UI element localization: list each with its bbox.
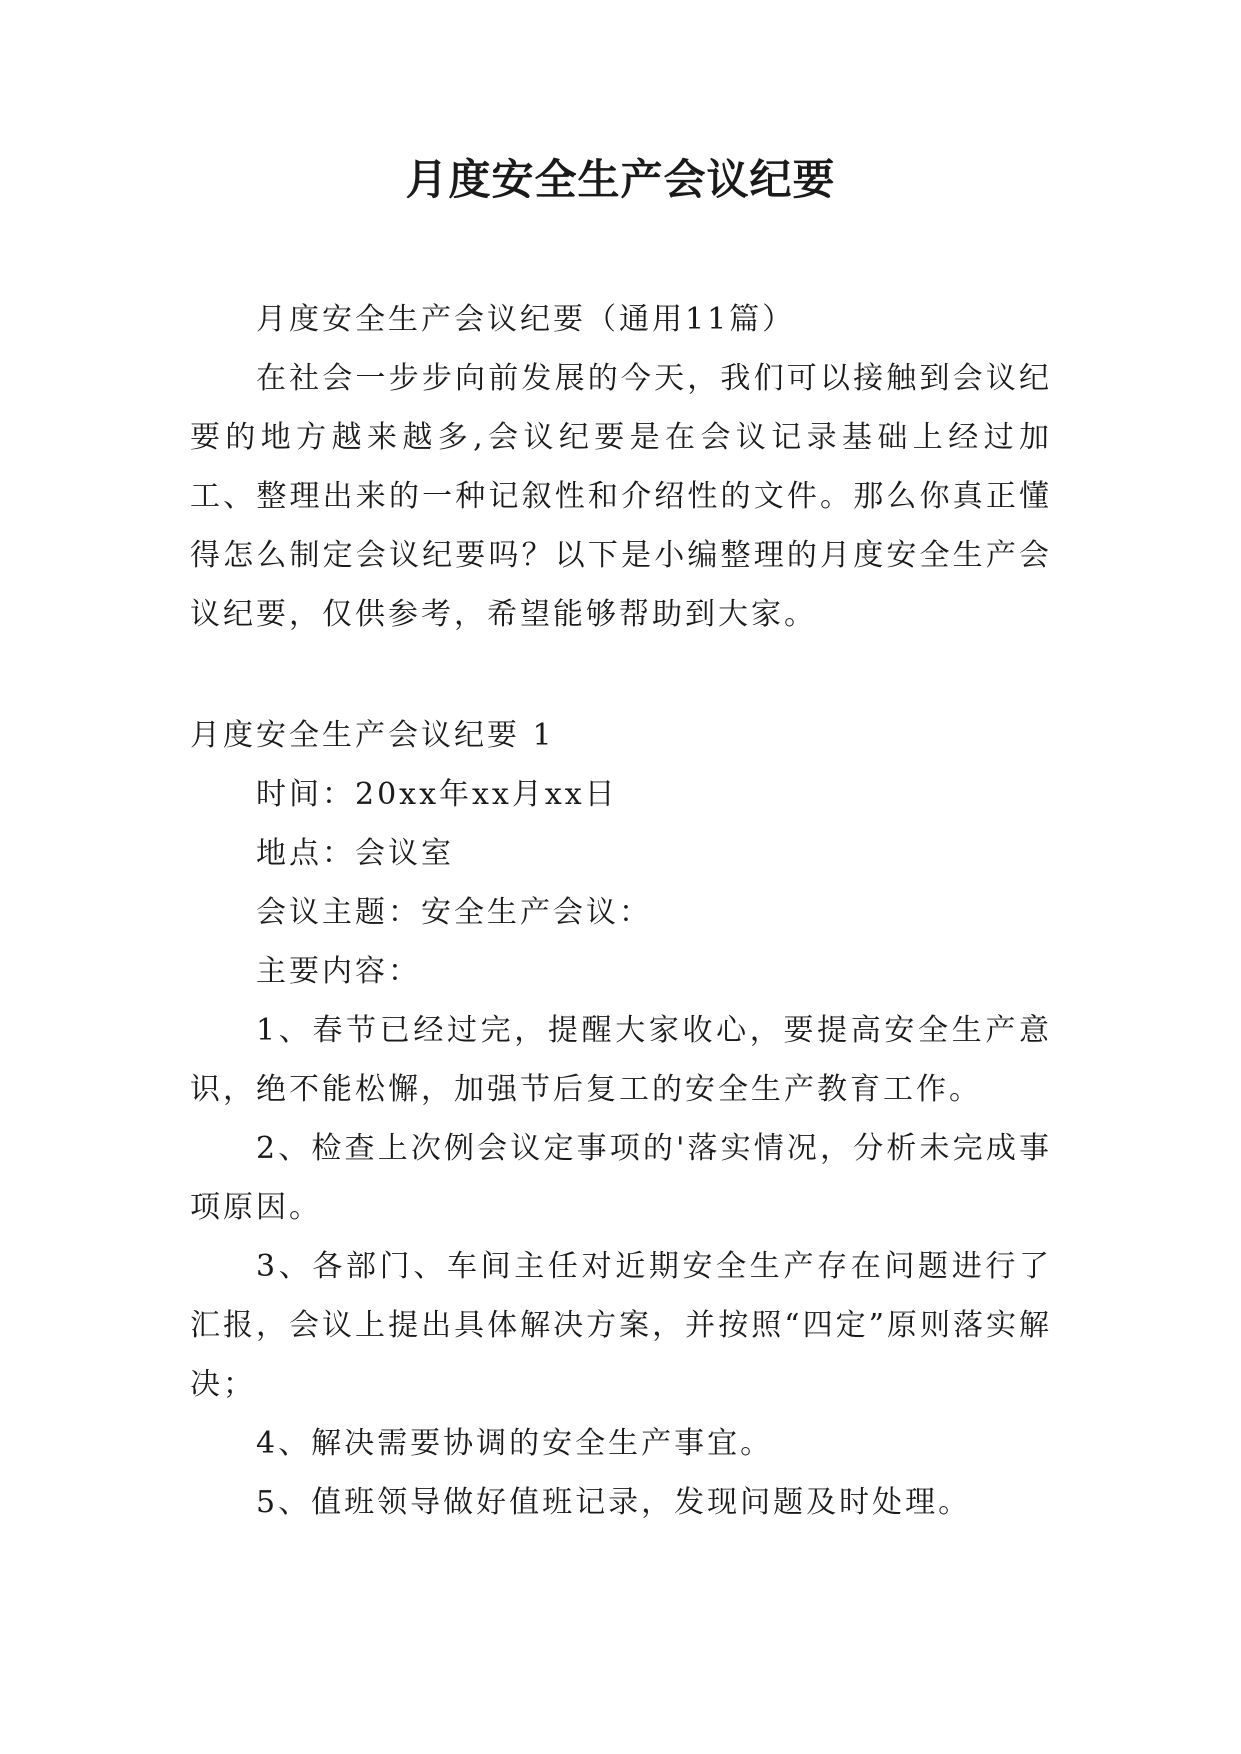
list-item: 1、春节已经过完，提醒大家收心，要提高安全生产意识，绝不能松懈，加强节后复工的安全生产教育工作。 (190, 1013, 1052, 1107)
list-item: 5、值班领导做好值班记录，发现问题及时处理。 (256, 1485, 972, 1520)
list-item: 2、检查上次例会议定事项的'落实情况，分析未完成事项原因。 (190, 1131, 1052, 1225)
section-heading: 月度安全生产会议纪要 1 (190, 718, 555, 753)
list-item: 3、各部门、车间主任对近期安全生产存在问题进行了汇报，会议上提出具体解决方案，并按照“四定”原则落实解决； (190, 1249, 1052, 1402)
document-body (190, 290, 1052, 1532)
document-subtitle: 月度安全生产会议纪要（通用11篇） (256, 302, 796, 337)
section-spacer (190, 644, 1052, 706)
list-item: 4、解决需要协调的安全生产事宜。 (256, 1426, 774, 1461)
meeting-topic: 会议主题：安全生产会议： (256, 895, 652, 930)
meeting-time: 时间：20xx年xx月xx日 (256, 777, 618, 812)
content-label: 主要内容： (256, 954, 421, 989)
document-title: 月度安全生产会议纪要 (405, 155, 836, 204)
intro-paragraph: 在社会一步步向前发展的今天，我们可以接触到会议纪要的地方越来越多,会议纪要是在会议记录基础上经过加工、整理出来的一种记叙性和介绍性的文件。那么你真正懂得怎么制定会议纪要吗？以下是小编整理的月度安全生产会议纪要，仅供参考，希望能够帮助到大家。 (190, 361, 1052, 632)
meeting-place: 地点：会议室 (256, 836, 454, 871)
